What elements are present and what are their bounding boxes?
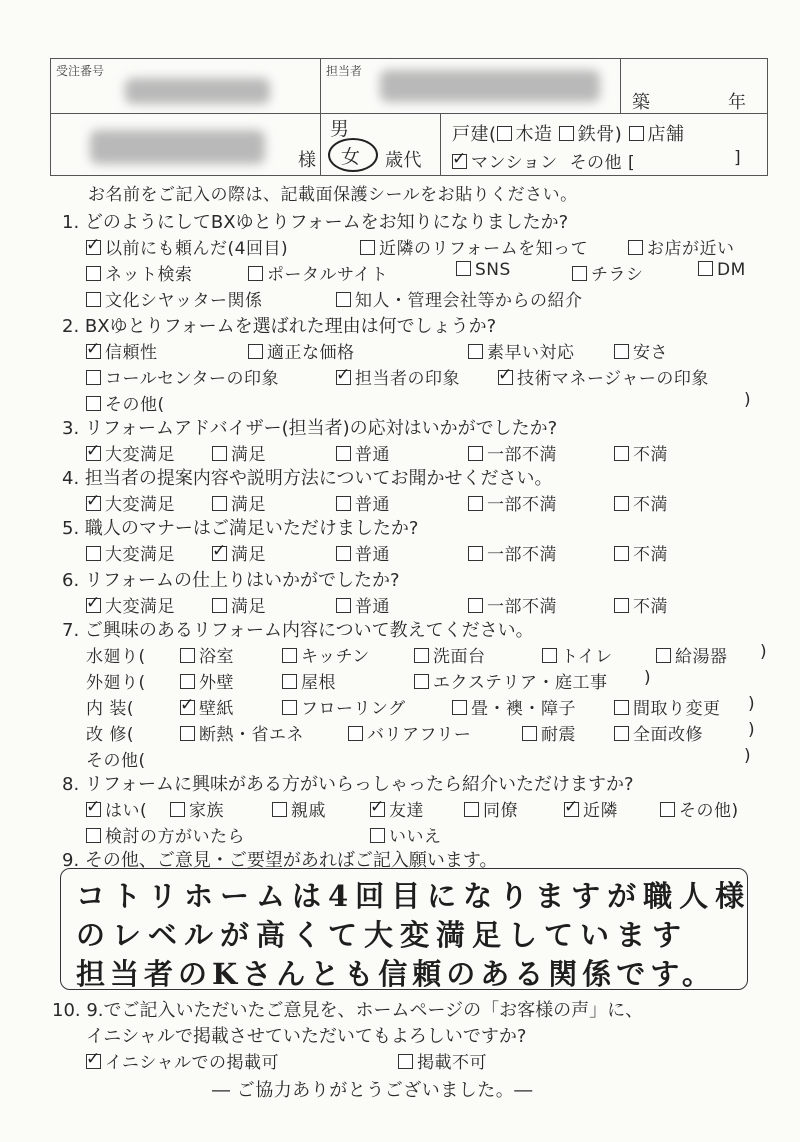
- checkbox[interactable]: [414, 674, 429, 689]
- q7-outer-label: 外廻り(: [86, 673, 146, 693]
- checkbox[interactable]: [572, 266, 587, 281]
- q7-reform-2[interactable]: [348, 720, 471, 745]
- q7-outer-3[interactable]: [414, 668, 608, 693]
- option-label: 畳・襖・障子: [471, 699, 576, 719]
- checkbox[interactable]: [464, 802, 479, 817]
- detached-label: 戸建(: [452, 124, 497, 145]
- q1-option-6[interactable]: [456, 260, 511, 280]
- q10-no[interactable]: [398, 1048, 487, 1073]
- option-label: その他): [679, 801, 739, 821]
- q5-option-3[interactable]: [336, 540, 390, 565]
- option-label: 普通: [355, 597, 390, 617]
- checkbox[interactable]: [212, 598, 227, 613]
- q6-option-2[interactable]: [212, 592, 266, 617]
- option-label: 満足: [231, 445, 266, 465]
- q7-interior-4[interactable]: [614, 694, 721, 719]
- checkbox[interactable]: [456, 261, 471, 276]
- q2-option-7[interactable]: [498, 364, 709, 389]
- q7-reform-3[interactable]: [522, 720, 576, 745]
- wood-label: 木造: [515, 124, 553, 145]
- option-label: 近隣: [583, 801, 618, 821]
- checkbox[interactable]: [522, 726, 537, 741]
- checkbox[interactable]: [628, 240, 643, 255]
- checkbox[interactable]: [468, 446, 483, 461]
- q2-other-close: ): [744, 390, 752, 410]
- option-label: 以前にも頼んだ(4回目): [105, 239, 289, 259]
- checkbox[interactable]: [86, 802, 101, 817]
- q10-title: 10. 9.でご記入いただいたご意見を、ホームページの「お客様の声」に、: [52, 1000, 644, 1021]
- option-label: いいえ: [389, 827, 442, 847]
- option-label: その他(: [105, 395, 165, 415]
- q8-title: 8. リフォームに興味がある方がいらっしゃったら紹介いただけますか?: [62, 774, 634, 795]
- checkbox[interactable]: [272, 802, 287, 817]
- option-label: 大変満足: [105, 545, 175, 565]
- steel-label: 鉄骨): [577, 124, 623, 145]
- checkbox[interactable]: [86, 546, 101, 561]
- checkbox[interactable]: [656, 648, 671, 663]
- q8-no[interactable]: [370, 822, 442, 847]
- checkbox[interactable]: [360, 240, 375, 255]
- checkbox[interactable]: [336, 370, 351, 385]
- option-label: 給湯器: [675, 647, 728, 667]
- option-label: 技術マネージャーの印象: [517, 369, 709, 389]
- option-label: トイレ: [561, 647, 613, 667]
- q1-option-1[interactable]: [86, 234, 288, 259]
- option-label: 大変満足: [105, 495, 175, 515]
- q1-title: 1. どのようにしてBXゆとりフォームをお知りになりましたか?: [62, 212, 569, 233]
- order-number-redacted: [125, 78, 270, 104]
- mansion-checkbox[interactable]: [452, 154, 467, 169]
- option-label: 大変満足: [105, 445, 175, 465]
- checkbox[interactable]: [698, 261, 713, 276]
- q8-option-3[interactable]: [370, 796, 424, 821]
- q7-water-3[interactable]: [414, 642, 486, 667]
- comment-line-2: のレベルが高くて大変満足しています: [76, 918, 689, 952]
- header-divider-v2: [440, 113, 441, 176]
- option-label: キッチン: [301, 647, 370, 667]
- option-label: 外壁: [199, 673, 234, 693]
- checkbox[interactable]: [282, 648, 297, 663]
- option-label: 掲載不可: [417, 1053, 487, 1073]
- q2-option-2[interactable]: [248, 338, 355, 363]
- q7-outer-1[interactable]: [180, 668, 234, 693]
- option-label: SNS: [475, 260, 511, 280]
- checkbox[interactable]: [468, 496, 483, 511]
- checkbox[interactable]: [370, 802, 385, 817]
- option-label: 大変満足: [105, 597, 175, 617]
- q8-option-5[interactable]: [564, 796, 618, 821]
- checkbox[interactable]: [336, 292, 351, 307]
- option-label: ポータルサイト: [267, 265, 389, 285]
- q1-option-2[interactable]: [360, 234, 588, 259]
- q7-reform-close: ): [748, 720, 756, 740]
- checkbox[interactable]: [336, 598, 351, 613]
- q7-reform-1[interactable]: [180, 720, 304, 745]
- checkbox[interactable]: [542, 648, 557, 663]
- q10-title-2: イニシャルで掲載させていただいてもよろしいですか?: [86, 1026, 527, 1047]
- option-label: 間取り変更: [633, 699, 721, 719]
- thanks-text: ― ご協力ありがとうございました。―: [212, 1080, 533, 1101]
- q1-option-4[interactable]: [86, 260, 193, 285]
- checkbox[interactable]: [86, 1054, 101, 1069]
- q3-option-2[interactable]: [212, 440, 266, 465]
- q7-water-2[interactable]: [282, 642, 370, 667]
- checkbox[interactable]: [212, 496, 227, 511]
- option-label: 近隣のリフォームを知って: [379, 239, 589, 259]
- q3-option-4[interactable]: [468, 440, 557, 465]
- checkbox[interactable]: [336, 496, 351, 511]
- staff-label: 担当者: [326, 64, 363, 78]
- q2-option-4[interactable]: [614, 338, 668, 363]
- option-label: 同僚: [483, 801, 518, 821]
- year-label: 年: [728, 92, 747, 113]
- q3-option-3[interactable]: [336, 440, 390, 465]
- option-label: イニシャルでの掲載可: [105, 1053, 279, 1073]
- option-label: 不満: [633, 445, 668, 465]
- option-label: 一部不満: [487, 445, 557, 465]
- q8-option-1[interactable]: [170, 796, 224, 821]
- option-label: 素早い対応: [487, 343, 575, 363]
- q7-interior-close: ): [748, 694, 756, 714]
- q7-interior-3[interactable]: [452, 694, 576, 719]
- option-label: 浴室: [199, 647, 234, 667]
- option-label: 文化シヤッター関係: [105, 291, 263, 311]
- q8-option-6[interactable]: [660, 796, 739, 821]
- checkbox[interactable]: [180, 648, 195, 663]
- checkbox[interactable]: [248, 266, 263, 281]
- option-label: 安さ: [633, 343, 668, 363]
- q5-option-5[interactable]: [614, 540, 668, 565]
- option-label: 知人・管理会社等からの紹介: [355, 291, 583, 311]
- q1-option-9[interactable]: [86, 286, 263, 311]
- option-label: 信頼性: [105, 343, 158, 363]
- option-label: 普通: [355, 445, 390, 465]
- option-label: 屋根: [301, 673, 336, 693]
- q1-option-3[interactable]: [628, 234, 735, 259]
- q4-option-1[interactable]: [86, 490, 175, 515]
- checkbox[interactable]: [86, 292, 101, 307]
- checkbox[interactable]: [180, 700, 195, 715]
- store-checkbox[interactable]: [629, 126, 644, 141]
- checkbox[interactable]: [614, 546, 629, 561]
- q4-option-2[interactable]: [212, 490, 266, 515]
- checkbox[interactable]: [86, 240, 101, 255]
- sama-label: 様: [298, 150, 317, 171]
- q7-water-label: 水廻り(: [86, 647, 146, 667]
- q4-title: 4. 担当者の提案内容や説明方法についてお聞かせください。: [62, 468, 553, 489]
- q7-water-1[interactable]: [180, 642, 234, 667]
- checkbox[interactable]: [86, 370, 101, 385]
- header-divider-v3: [620, 58, 621, 113]
- q2-option-1[interactable]: [86, 338, 158, 363]
- q2-title: 2. BXゆとりフォームを選ばれた理由は何でしょうか?: [62, 316, 497, 337]
- option-label: 友達: [389, 801, 424, 821]
- option-label: 満足: [231, 597, 266, 617]
- q7-interior-label: 内 装(: [86, 699, 135, 719]
- option-label: エクステリア・庭工事: [433, 673, 608, 693]
- house-type-mansion: [452, 148, 635, 173]
- checkbox[interactable]: [86, 828, 101, 843]
- q5-title: 5. 職人のマナーはご満足いただけましたか?: [62, 518, 419, 539]
- option-label: 壁紙: [199, 699, 234, 719]
- option-label: 不満: [633, 495, 668, 515]
- q4-option-5[interactable]: [614, 490, 668, 515]
- q1-option-10[interactable]: [336, 286, 583, 311]
- q4-option-4[interactable]: [468, 490, 557, 515]
- checkbox[interactable]: [498, 370, 513, 385]
- checkbox[interactable]: [614, 700, 629, 715]
- checkbox[interactable]: [86, 396, 101, 411]
- option-label: チラシ: [591, 265, 644, 285]
- q6-option-1[interactable]: [86, 592, 175, 617]
- q7-other-label: その他(: [86, 751, 146, 771]
- q7-outer-2[interactable]: [282, 668, 336, 693]
- header-divider-h: [50, 113, 768, 114]
- checkbox[interactable]: [282, 674, 297, 689]
- checkbox[interactable]: [468, 546, 483, 561]
- notice-text: お名前をご記入の際は、記載面保護シールをお貼りください。: [88, 185, 578, 205]
- checkbox[interactable]: [212, 446, 227, 461]
- checkbox[interactable]: [398, 1054, 413, 1069]
- q1-option-8[interactable]: [698, 260, 746, 280]
- checkbox[interactable]: [86, 598, 101, 613]
- option-label: 普通: [355, 495, 390, 515]
- option-label: 親戚: [291, 801, 326, 821]
- option-label: 洗面台: [433, 647, 486, 667]
- q8-option-7[interactable]: [86, 822, 245, 847]
- q5-option-1[interactable]: [86, 540, 175, 565]
- q7-water-4[interactable]: [542, 642, 613, 667]
- age-label: 歳代: [385, 150, 422, 171]
- option-label: バリアフリー: [367, 725, 472, 745]
- checkbox[interactable]: [86, 496, 101, 511]
- checkbox[interactable]: [86, 446, 101, 461]
- option-label: 適正な価格: [267, 343, 355, 363]
- q3-option-5[interactable]: [614, 440, 668, 465]
- option-label: 普通: [355, 545, 390, 565]
- mansion-label: マンション: [471, 153, 558, 173]
- checkbox[interactable]: [170, 802, 185, 817]
- gender-female: 女: [341, 146, 361, 168]
- q7-outer-close: ): [644, 668, 652, 688]
- option-label: 一部不満: [487, 545, 557, 565]
- built-label: 築: [632, 92, 651, 113]
- checkbox[interactable]: [564, 802, 579, 817]
- option-label: はい(: [105, 801, 148, 821]
- option-label: 検討の方がいたら: [105, 827, 245, 847]
- option-label: DM: [717, 260, 746, 280]
- q7-reform-label: 改 修(: [86, 725, 135, 745]
- q2-option-3[interactable]: [468, 338, 575, 363]
- option-label: 断熱・省エネ: [199, 725, 304, 745]
- q7-interior-2[interactable]: [282, 694, 406, 719]
- q6-title: 6. リフォームの仕上りはいかがでしたか?: [62, 570, 400, 591]
- option-label: 満足: [231, 545, 266, 565]
- checkbox[interactable]: [180, 674, 195, 689]
- checkbox[interactable]: [468, 598, 483, 613]
- q6-option-3[interactable]: [336, 592, 390, 617]
- q6-option-5[interactable]: [614, 592, 668, 617]
- comment-line-3: 担当者のKさんとも信頼のある関係です。: [76, 957, 716, 991]
- q7-water-5[interactable]: [656, 642, 728, 667]
- checkbox[interactable]: [660, 802, 675, 817]
- q7-interior-1[interactable]: [180, 694, 234, 719]
- option-label: ネット検索: [105, 265, 193, 285]
- checkbox[interactable]: [336, 546, 351, 561]
- q2-option-6[interactable]: [336, 364, 460, 389]
- checkbox[interactable]: [212, 546, 227, 561]
- option-label: 担当者の印象: [355, 369, 460, 389]
- q7-other-close: ): [744, 746, 752, 766]
- checkbox[interactable]: [468, 344, 483, 359]
- option-label: コールセンターの印象: [105, 369, 279, 389]
- q3-option-1[interactable]: [86, 440, 175, 465]
- checkbox[interactable]: [86, 344, 101, 359]
- q6-option-4[interactable]: [468, 592, 557, 617]
- checkbox[interactable]: [452, 700, 467, 715]
- option-label: フローリング: [301, 699, 406, 719]
- house-type-detached: [452, 120, 685, 146]
- q5-option-4[interactable]: [468, 540, 557, 565]
- house-other-label: その他 [: [569, 153, 636, 173]
- option-label: 一部不満: [487, 597, 557, 617]
- checkbox[interactable]: [414, 648, 429, 663]
- q7-reform-4[interactable]: [614, 720, 703, 745]
- q5-option-2[interactable]: [212, 540, 266, 565]
- q8-option-2[interactable]: [272, 796, 326, 821]
- q7-title: 7. ご興味のあるリフォーム内容について教えてください。: [62, 620, 534, 641]
- q4-option-3[interactable]: [336, 490, 390, 515]
- gender-male: 男: [330, 118, 350, 140]
- checkbox[interactable]: [248, 344, 263, 359]
- checkbox[interactable]: [86, 266, 101, 281]
- checkbox[interactable]: [614, 496, 629, 511]
- checkbox[interactable]: [614, 726, 629, 741]
- option-label: 一部不満: [487, 495, 557, 515]
- store-label: 店舗: [647, 124, 685, 145]
- option-label: 満足: [231, 495, 266, 515]
- steel-checkbox[interactable]: [559, 126, 574, 141]
- q10-yes[interactable]: [86, 1048, 279, 1073]
- wood-checkbox[interactable]: [497, 126, 512, 141]
- checkbox[interactable]: [348, 726, 363, 741]
- option-label: 不満: [633, 597, 668, 617]
- option-label: 家族: [189, 801, 224, 821]
- q8-yes[interactable]: [86, 796, 147, 821]
- house-other-close: ]: [734, 148, 742, 168]
- q7-water-close: ): [760, 642, 768, 662]
- header-divider-v1: [320, 58, 321, 176]
- checkbox[interactable]: [336, 446, 351, 461]
- q3-title: 3. リフォームアドバイザー(担当者)の応対はいかがでしたか?: [62, 418, 558, 439]
- option-label: 全面改修: [633, 725, 703, 745]
- customer-name-redacted: [90, 130, 265, 164]
- checkbox[interactable]: [614, 344, 629, 359]
- option-label: 耐震: [541, 725, 576, 745]
- option-label: 不満: [633, 545, 668, 565]
- q8-option-4[interactable]: [464, 796, 518, 821]
- option-label: お店が近い: [647, 239, 735, 259]
- checkbox[interactable]: [180, 726, 195, 741]
- order-number-label: 受注番号: [56, 64, 105, 78]
- q1-option-7[interactable]: [572, 260, 644, 285]
- q9-title: 9. その他、ご意見・ご要望があればご記入願います。: [62, 850, 498, 871]
- q2-option-5[interactable]: [86, 364, 279, 389]
- comment-line-1: コトリホームは4回目になりますが職人様: [76, 879, 752, 913]
- checkbox[interactable]: [370, 828, 385, 843]
- staff-redacted: [380, 70, 600, 102]
- checkbox[interactable]: [282, 700, 297, 715]
- checkbox[interactable]: [614, 598, 629, 613]
- q2-option-8[interactable]: [86, 390, 165, 415]
- checkbox[interactable]: [614, 446, 629, 461]
- q1-option-5[interactable]: [248, 260, 388, 285]
